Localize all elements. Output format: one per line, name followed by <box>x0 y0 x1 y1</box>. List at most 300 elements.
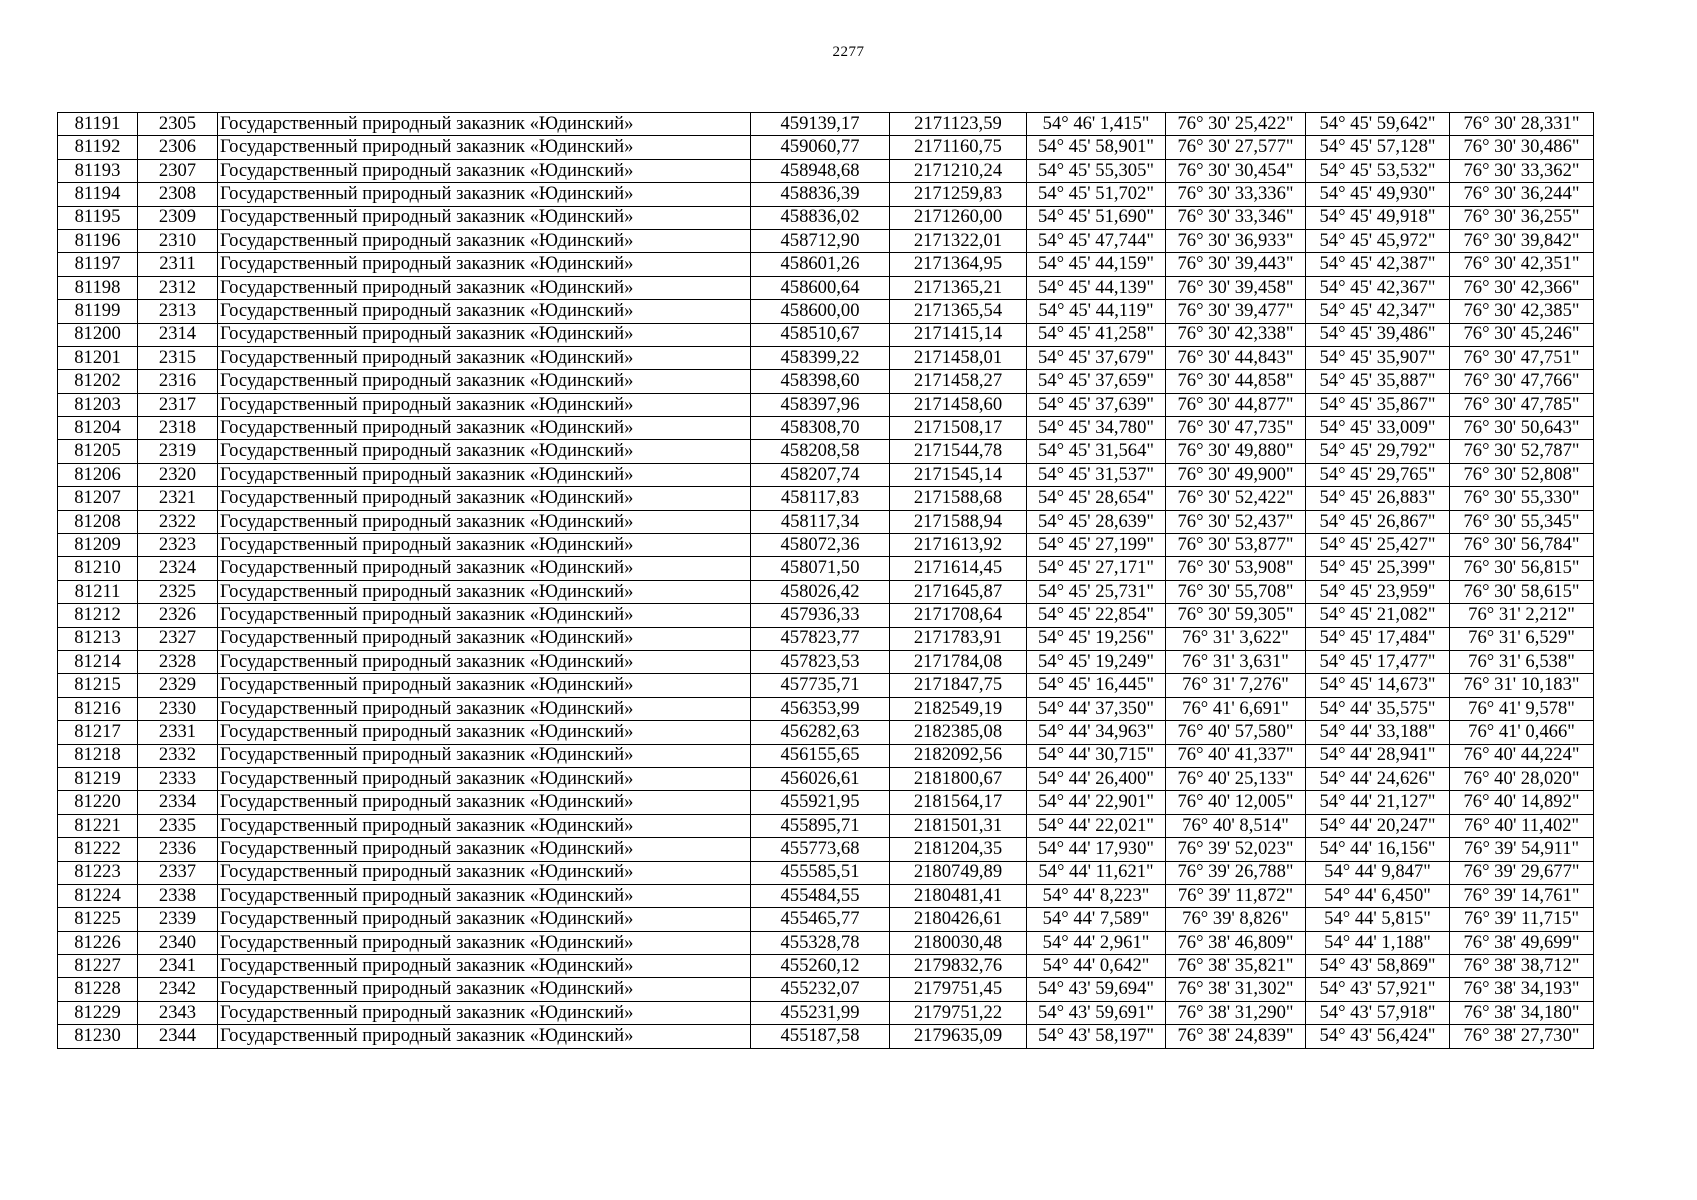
latitude-alt-cell: 54° 45' 57,128" <box>1306 136 1450 159</box>
longitude-alt-cell: 76° 31' 10,183" <box>1450 674 1594 697</box>
table-row <box>58 814 1594 837</box>
table-row <box>58 346 1594 369</box>
latitude-alt-cell: 54° 45' 42,347" <box>1306 300 1450 323</box>
latitude-alt-cell: 54° 45' 23,959" <box>1306 580 1450 603</box>
longitude-alt-cell: 76° 30' 52,808" <box>1450 463 1594 486</box>
longitude-cell: 76° 30' 39,443" <box>1166 253 1306 276</box>
longitude-alt-cell: 76° 31' 6,538" <box>1450 650 1594 673</box>
table-row <box>58 393 1594 416</box>
object-name-cell: Государственный природный заказник «Юдинский» <box>218 744 751 767</box>
record-id-cell: 81211 <box>58 580 138 603</box>
x-coordinate-cell: 458072,36 <box>751 534 890 557</box>
point-number-cell: 2307 <box>138 159 218 182</box>
table-row <box>58 861 1594 884</box>
record-id-cell: 81227 <box>58 955 138 978</box>
object-name-cell: Государственный природный заказник «Юдинский» <box>218 393 751 416</box>
x-coordinate-cell: 458600,00 <box>751 300 890 323</box>
y-coordinate-cell: 2171260,00 <box>890 206 1027 229</box>
y-coordinate-cell: 2171210,24 <box>890 159 1027 182</box>
object-name-cell: Государственный природный заказник «Юдинский» <box>218 884 751 907</box>
x-coordinate-cell: 457823,77 <box>751 627 890 650</box>
latitude-alt-cell: 54° 44' 16,156" <box>1306 838 1450 861</box>
latitude-alt-cell: 54° 45' 26,867" <box>1306 510 1450 533</box>
y-coordinate-cell: 2171588,68 <box>890 487 1027 510</box>
record-id-cell: 81209 <box>58 534 138 557</box>
record-id-cell: 81191 <box>58 113 138 136</box>
point-number-cell: 2314 <box>138 323 218 346</box>
object-name-cell: Государственный природный заказник «Юдинский» <box>218 697 751 720</box>
latitude-cell: 54° 45' 31,537" <box>1027 463 1166 486</box>
latitude-cell: 54° 45' 19,256" <box>1027 627 1166 650</box>
y-coordinate-cell: 2171322,01 <box>890 229 1027 252</box>
table-row <box>58 838 1594 861</box>
latitude-cell: 54° 44' 26,400" <box>1027 767 1166 790</box>
longitude-cell: 76° 30' 55,708" <box>1166 580 1306 603</box>
point-number-cell: 2325 <box>138 580 218 603</box>
record-id-cell: 81203 <box>58 393 138 416</box>
longitude-cell: 76° 30' 30,454" <box>1166 159 1306 182</box>
longitude-alt-cell: 76° 30' 50,643" <box>1450 417 1594 440</box>
point-number-cell: 2319 <box>138 440 218 463</box>
longitude-cell: 76° 38' 46,809" <box>1166 931 1306 954</box>
longitude-alt-cell: 76° 30' 39,842" <box>1450 229 1594 252</box>
longitude-cell: 76° 40' 8,514" <box>1166 814 1306 837</box>
longitude-alt-cell: 76° 30' 42,351" <box>1450 253 1594 276</box>
latitude-alt-cell: 54° 44' 35,575" <box>1306 697 1450 720</box>
longitude-cell: 76° 40' 25,133" <box>1166 767 1306 790</box>
x-coordinate-cell: 455187,58 <box>751 1025 890 1048</box>
longitude-alt-cell: 76° 40' 11,402" <box>1450 814 1594 837</box>
record-id-cell: 81210 <box>58 557 138 580</box>
object-name-cell: Государственный природный заказник «Юдинский» <box>218 838 751 861</box>
latitude-cell: 54° 45' 34,780" <box>1027 417 1166 440</box>
page-number: 2277 <box>832 44 865 60</box>
object-name-cell: Государственный природный заказник «Юдинский» <box>218 978 751 1001</box>
x-coordinate-cell: 458600,64 <box>751 276 890 299</box>
record-id-cell: 81225 <box>58 908 138 931</box>
latitude-cell: 54° 45' 28,654" <box>1027 487 1166 510</box>
object-name-cell: Государственный природный заказник «Юдинский» <box>218 323 751 346</box>
longitude-cell: 76° 30' 44,843" <box>1166 346 1306 369</box>
longitude-alt-cell: 76° 30' 55,330" <box>1450 487 1594 510</box>
point-number-cell: 2321 <box>138 487 218 510</box>
latitude-cell: 54° 45' 28,639" <box>1027 510 1166 533</box>
point-number-cell: 2333 <box>138 767 218 790</box>
y-coordinate-cell: 2171415,14 <box>890 323 1027 346</box>
x-coordinate-cell: 458836,39 <box>751 183 890 206</box>
table-row <box>58 908 1594 931</box>
record-id-cell: 81202 <box>58 370 138 393</box>
latitude-cell: 54° 45' 44,139" <box>1027 276 1166 299</box>
object-name-cell: Государственный природный заказник «Юдинский» <box>218 604 751 627</box>
longitude-alt-cell: 76° 38' 27,730" <box>1450 1025 1594 1048</box>
longitude-alt-cell: 76° 30' 47,751" <box>1450 346 1594 369</box>
record-id-cell: 81219 <box>58 767 138 790</box>
object-name-cell: Государственный природный заказник «Юдинский» <box>218 136 751 159</box>
longitude-cell: 76° 30' 33,346" <box>1166 206 1306 229</box>
y-coordinate-cell: 2171458,60 <box>890 393 1027 416</box>
object-name-cell: Государственный природный заказник «Юдинский» <box>218 370 751 393</box>
latitude-alt-cell: 54° 45' 26,883" <box>1306 487 1450 510</box>
latitude-cell: 54° 44' 17,930" <box>1027 838 1166 861</box>
longitude-cell: 76° 30' 47,735" <box>1166 417 1306 440</box>
x-coordinate-cell: 458398,60 <box>751 370 890 393</box>
object-name-cell: Государственный природный заказник «Юдинский» <box>218 1001 751 1024</box>
point-number-cell: 2312 <box>138 276 218 299</box>
longitude-cell: 76° 41' 6,691" <box>1166 697 1306 720</box>
x-coordinate-cell: 457735,71 <box>751 674 890 697</box>
longitude-alt-cell: 76° 40' 28,020" <box>1450 767 1594 790</box>
table-row <box>58 253 1594 276</box>
longitude-cell: 76° 39' 8,826" <box>1166 908 1306 931</box>
x-coordinate-cell: 455231,99 <box>751 1001 890 1024</box>
table-row <box>58 300 1594 323</box>
longitude-alt-cell: 76° 38' 38,712" <box>1450 955 1594 978</box>
latitude-alt-cell: 54° 43' 57,918" <box>1306 1001 1450 1024</box>
point-number-cell: 2306 <box>138 136 218 159</box>
table-row <box>58 487 1594 510</box>
table-row <box>58 721 1594 744</box>
x-coordinate-cell: 455232,07 <box>751 978 890 1001</box>
y-coordinate-cell: 2180481,41 <box>890 884 1027 907</box>
y-coordinate-cell: 2171645,87 <box>890 580 1027 603</box>
longitude-alt-cell: 76° 39' 29,677" <box>1450 861 1594 884</box>
object-name-cell: Государственный природный заказник «Юдинский» <box>218 908 751 931</box>
longitude-cell: 76° 40' 57,580" <box>1166 721 1306 744</box>
table-row <box>58 884 1594 907</box>
record-id-cell: 81217 <box>58 721 138 744</box>
point-number-cell: 2323 <box>138 534 218 557</box>
latitude-cell: 54° 45' 47,744" <box>1027 229 1166 252</box>
table-row <box>58 955 1594 978</box>
longitude-cell: 76° 30' 25,422" <box>1166 113 1306 136</box>
table-row <box>58 417 1594 440</box>
latitude-alt-cell: 54° 45' 49,930" <box>1306 183 1450 206</box>
y-coordinate-cell: 2171365,54 <box>890 300 1027 323</box>
object-name-cell: Государственный природный заказник «Юдинский» <box>218 183 751 206</box>
table-row <box>58 229 1594 252</box>
longitude-alt-cell: 76° 30' 45,246" <box>1450 323 1594 346</box>
longitude-alt-cell: 76° 30' 33,362" <box>1450 159 1594 182</box>
point-number-cell: 2334 <box>138 791 218 814</box>
table-row <box>58 557 1594 580</box>
object-name-cell: Государственный природный заказник «Юдинский» <box>218 417 751 440</box>
record-id-cell: 81201 <box>58 346 138 369</box>
table-row <box>58 136 1594 159</box>
latitude-alt-cell: 54° 44' 24,626" <box>1306 767 1450 790</box>
y-coordinate-cell: 2181564,17 <box>890 791 1027 814</box>
table-row <box>58 159 1594 182</box>
longitude-alt-cell: 76° 30' 47,766" <box>1450 370 1594 393</box>
table-row <box>58 323 1594 346</box>
latitude-alt-cell: 54° 44' 5,815" <box>1306 908 1450 931</box>
latitude-cell: 54° 45' 19,249" <box>1027 650 1166 673</box>
latitude-cell: 54° 43' 59,694" <box>1027 978 1166 1001</box>
longitude-cell: 76° 30' 49,880" <box>1166 440 1306 463</box>
table-row <box>58 534 1594 557</box>
object-name-cell: Государственный природный заказник «Юдинский» <box>218 674 751 697</box>
point-number-cell: 2330 <box>138 697 218 720</box>
longitude-alt-cell: 76° 30' 36,244" <box>1450 183 1594 206</box>
table-row <box>58 744 1594 767</box>
table-body <box>58 113 1594 1049</box>
x-coordinate-cell: 457936,33 <box>751 604 890 627</box>
y-coordinate-cell: 2179751,22 <box>890 1001 1027 1024</box>
longitude-alt-cell: 76° 30' 42,385" <box>1450 300 1594 323</box>
latitude-cell: 54° 45' 51,690" <box>1027 206 1166 229</box>
x-coordinate-cell: 455895,71 <box>751 814 890 837</box>
x-coordinate-cell: 458510,67 <box>751 323 890 346</box>
longitude-alt-cell: 76° 30' 52,787" <box>1450 440 1594 463</box>
latitude-alt-cell: 54° 45' 49,918" <box>1306 206 1450 229</box>
point-number-cell: 2316 <box>138 370 218 393</box>
longitude-alt-cell: 76° 30' 47,785" <box>1450 393 1594 416</box>
table-row <box>58 767 1594 790</box>
object-name-cell: Государственный природный заказник «Юдинский» <box>218 791 751 814</box>
longitude-cell: 76° 31' 3,631" <box>1166 650 1306 673</box>
latitude-cell: 54° 44' 22,901" <box>1027 791 1166 814</box>
longitude-alt-cell: 76° 30' 55,345" <box>1450 510 1594 533</box>
y-coordinate-cell: 2182092,56 <box>890 744 1027 767</box>
latitude-alt-cell: 54° 43' 56,424" <box>1306 1025 1450 1048</box>
point-number-cell: 2318 <box>138 417 218 440</box>
record-id-cell: 81226 <box>58 931 138 954</box>
object-name-cell: Государственный природный заказник «Юдинский» <box>218 463 751 486</box>
y-coordinate-cell: 2171364,95 <box>890 253 1027 276</box>
latitude-alt-cell: 54° 45' 21,082" <box>1306 604 1450 627</box>
longitude-cell: 76° 30' 27,577" <box>1166 136 1306 159</box>
object-name-cell: Государственный природный заказник «Юдинский» <box>218 650 751 673</box>
x-coordinate-cell: 456282,63 <box>751 721 890 744</box>
y-coordinate-cell: 2171160,75 <box>890 136 1027 159</box>
point-number-cell: 2336 <box>138 838 218 861</box>
longitude-cell: 76° 40' 12,005" <box>1166 791 1306 814</box>
latitude-cell: 54° 44' 11,621" <box>1027 861 1166 884</box>
object-name-cell: Государственный природный заказник «Юдинский» <box>218 487 751 510</box>
latitude-alt-cell: 54° 45' 14,673" <box>1306 674 1450 697</box>
x-coordinate-cell: 458948,68 <box>751 159 890 182</box>
longitude-alt-cell: 76° 39' 14,761" <box>1450 884 1594 907</box>
record-id-cell: 81198 <box>58 276 138 299</box>
table-row <box>58 627 1594 650</box>
coordinates-table <box>57 112 1594 1049</box>
x-coordinate-cell: 458308,70 <box>751 417 890 440</box>
y-coordinate-cell: 2171613,92 <box>890 534 1027 557</box>
x-coordinate-cell: 458836,02 <box>751 206 890 229</box>
latitude-cell: 54° 45' 37,679" <box>1027 346 1166 369</box>
table-row <box>58 580 1594 603</box>
latitude-alt-cell: 54° 44' 9,847" <box>1306 861 1450 884</box>
longitude-cell: 76° 38' 31,302" <box>1166 978 1306 1001</box>
latitude-cell: 54° 45' 16,445" <box>1027 674 1166 697</box>
x-coordinate-cell: 456155,65 <box>751 744 890 767</box>
object-name-cell: Государственный природный заказник «Юдинский» <box>218 253 751 276</box>
latitude-alt-cell: 54° 45' 17,477" <box>1306 650 1450 673</box>
object-name-cell: Государственный природный заказник «Юдинский» <box>218 510 751 533</box>
longitude-alt-cell: 76° 41' 0,466" <box>1450 721 1594 744</box>
y-coordinate-cell: 2179751,45 <box>890 978 1027 1001</box>
longitude-cell: 76° 30' 36,933" <box>1166 229 1306 252</box>
x-coordinate-cell: 458208,58 <box>751 440 890 463</box>
longitude-cell: 76° 39' 11,872" <box>1166 884 1306 907</box>
point-number-cell: 2340 <box>138 931 218 954</box>
latitude-alt-cell: 54° 45' 29,792" <box>1306 440 1450 463</box>
point-number-cell: 2328 <box>138 650 218 673</box>
latitude-alt-cell: 54° 45' 39,486" <box>1306 323 1450 346</box>
point-number-cell: 2310 <box>138 229 218 252</box>
longitude-cell: 76° 38' 31,290" <box>1166 1001 1306 1024</box>
latitude-cell: 54° 45' 58,901" <box>1027 136 1166 159</box>
latitude-cell: 54° 46' 1,415" <box>1027 113 1166 136</box>
longitude-cell: 76° 30' 53,908" <box>1166 557 1306 580</box>
x-coordinate-cell: 458117,34 <box>751 510 890 533</box>
x-coordinate-cell: 459139,17 <box>751 113 890 136</box>
x-coordinate-cell: 455585,51 <box>751 861 890 884</box>
latitude-alt-cell: 54° 45' 45,972" <box>1306 229 1450 252</box>
table-row <box>58 206 1594 229</box>
longitude-alt-cell: 76° 39' 11,715" <box>1450 908 1594 931</box>
record-id-cell: 81229 <box>58 1001 138 1024</box>
latitude-alt-cell: 54° 44' 28,941" <box>1306 744 1450 767</box>
object-name-cell: Государственный природный заказник «Юдинский» <box>218 580 751 603</box>
longitude-alt-cell: 76° 31' 2,212" <box>1450 604 1594 627</box>
x-coordinate-cell: 455260,12 <box>751 955 890 978</box>
longitude-cell: 76° 30' 42,338" <box>1166 323 1306 346</box>
longitude-cell: 76° 39' 26,788" <box>1166 861 1306 884</box>
object-name-cell: Государственный природный заказник «Юдинский» <box>218 955 751 978</box>
point-number-cell: 2342 <box>138 978 218 1001</box>
object-name-cell: Государственный природный заказник «Юдинский» <box>218 931 751 954</box>
longitude-alt-cell: 76° 30' 58,615" <box>1450 580 1594 603</box>
point-number-cell: 2338 <box>138 884 218 907</box>
x-coordinate-cell: 456353,99 <box>751 697 890 720</box>
y-coordinate-cell: 2181501,31 <box>890 814 1027 837</box>
x-coordinate-cell: 455921,95 <box>751 791 890 814</box>
table-row <box>58 674 1594 697</box>
latitude-alt-cell: 54° 44' 33,188" <box>1306 721 1450 744</box>
longitude-alt-cell: 76° 30' 42,366" <box>1450 276 1594 299</box>
point-number-cell: 2311 <box>138 253 218 276</box>
latitude-alt-cell: 54° 45' 35,867" <box>1306 393 1450 416</box>
y-coordinate-cell: 2171508,17 <box>890 417 1027 440</box>
object-name-cell: Государственный природный заказник «Юдинский» <box>218 159 751 182</box>
longitude-alt-cell: 76° 30' 30,486" <box>1450 136 1594 159</box>
table-row <box>58 440 1594 463</box>
point-number-cell: 2344 <box>138 1025 218 1048</box>
latitude-cell: 54° 45' 51,702" <box>1027 183 1166 206</box>
table-row <box>58 463 1594 486</box>
record-id-cell: 81213 <box>58 627 138 650</box>
longitude-alt-cell: 76° 30' 36,255" <box>1450 206 1594 229</box>
y-coordinate-cell: 2180426,61 <box>890 908 1027 931</box>
table-row <box>58 697 1594 720</box>
longitude-alt-cell: 76° 30' 28,331" <box>1450 113 1594 136</box>
object-name-cell: Государственный природный заказник «Юдинский» <box>218 557 751 580</box>
y-coordinate-cell: 2180749,89 <box>890 861 1027 884</box>
longitude-cell: 76° 30' 39,458" <box>1166 276 1306 299</box>
y-coordinate-cell: 2171783,91 <box>890 627 1027 650</box>
latitude-cell: 54° 45' 31,564" <box>1027 440 1166 463</box>
y-coordinate-cell: 2171458,27 <box>890 370 1027 393</box>
longitude-cell: 76° 30' 44,877" <box>1166 393 1306 416</box>
record-id-cell: 81193 <box>58 159 138 182</box>
longitude-cell: 76° 39' 52,023" <box>1166 838 1306 861</box>
longitude-cell: 76° 38' 35,821" <box>1166 955 1306 978</box>
table-row <box>58 510 1594 533</box>
point-number-cell: 2332 <box>138 744 218 767</box>
object-name-cell: Государственный природный заказник «Юдинский» <box>218 814 751 837</box>
record-id-cell: 81230 <box>58 1025 138 1048</box>
point-number-cell: 2327 <box>138 627 218 650</box>
table-row <box>58 931 1594 954</box>
record-id-cell: 81204 <box>58 417 138 440</box>
y-coordinate-cell: 2171365,21 <box>890 276 1027 299</box>
longitude-cell: 76° 30' 59,305" <box>1166 604 1306 627</box>
longitude-alt-cell: 76° 39' 54,911" <box>1450 838 1594 861</box>
latitude-cell: 54° 45' 41,258" <box>1027 323 1166 346</box>
x-coordinate-cell: 457823,53 <box>751 650 890 673</box>
point-number-cell: 2308 <box>138 183 218 206</box>
y-coordinate-cell: 2181204,35 <box>890 838 1027 861</box>
record-id-cell: 81215 <box>58 674 138 697</box>
latitude-cell: 54° 45' 44,119" <box>1027 300 1166 323</box>
record-id-cell: 81199 <box>58 300 138 323</box>
record-id-cell: 81214 <box>58 650 138 673</box>
y-coordinate-cell: 2179635,09 <box>890 1025 1027 1048</box>
record-id-cell: 81216 <box>58 697 138 720</box>
record-id-cell: 81196 <box>58 229 138 252</box>
y-coordinate-cell: 2171545,14 <box>890 463 1027 486</box>
x-coordinate-cell: 458026,42 <box>751 580 890 603</box>
longitude-cell: 76° 30' 53,877" <box>1166 534 1306 557</box>
longitude-cell: 76° 30' 44,858" <box>1166 370 1306 393</box>
latitude-cell: 54° 45' 25,731" <box>1027 580 1166 603</box>
latitude-cell: 54° 45' 55,305" <box>1027 159 1166 182</box>
point-number-cell: 2315 <box>138 346 218 369</box>
object-name-cell: Государственный природный заказник «Юдинский» <box>218 300 751 323</box>
latitude-cell: 54° 44' 37,350" <box>1027 697 1166 720</box>
longitude-cell: 76° 30' 49,900" <box>1166 463 1306 486</box>
y-coordinate-cell: 2179832,76 <box>890 955 1027 978</box>
latitude-alt-cell: 54° 45' 59,642" <box>1306 113 1450 136</box>
table-row <box>58 1001 1594 1024</box>
record-id-cell: 81200 <box>58 323 138 346</box>
record-id-cell: 81221 <box>58 814 138 837</box>
latitude-cell: 54° 45' 44,159" <box>1027 253 1166 276</box>
longitude-cell: 76° 38' 24,839" <box>1166 1025 1306 1048</box>
point-number-cell: 2305 <box>138 113 218 136</box>
latitude-alt-cell: 54° 45' 17,484" <box>1306 627 1450 650</box>
y-coordinate-cell: 2171123,59 <box>890 113 1027 136</box>
point-number-cell: 2343 <box>138 1001 218 1024</box>
latitude-alt-cell: 54° 45' 29,765" <box>1306 463 1450 486</box>
y-coordinate-cell: 2182549,19 <box>890 697 1027 720</box>
latitude-cell: 54° 44' 8,223" <box>1027 884 1166 907</box>
record-id-cell: 81228 <box>58 978 138 1001</box>
point-number-cell: 2329 <box>138 674 218 697</box>
x-coordinate-cell: 458071,50 <box>751 557 890 580</box>
x-coordinate-cell: 458601,26 <box>751 253 890 276</box>
latitude-cell: 54° 44' 0,642" <box>1027 955 1166 978</box>
latitude-alt-cell: 54° 44' 6,450" <box>1306 884 1450 907</box>
x-coordinate-cell: 458399,22 <box>751 346 890 369</box>
x-coordinate-cell: 458207,74 <box>751 463 890 486</box>
y-coordinate-cell: 2181800,67 <box>890 767 1027 790</box>
record-id-cell: 81207 <box>58 487 138 510</box>
latitude-cell: 54° 45' 37,659" <box>1027 370 1166 393</box>
table-row <box>58 791 1594 814</box>
latitude-alt-cell: 54° 45' 53,532" <box>1306 159 1450 182</box>
